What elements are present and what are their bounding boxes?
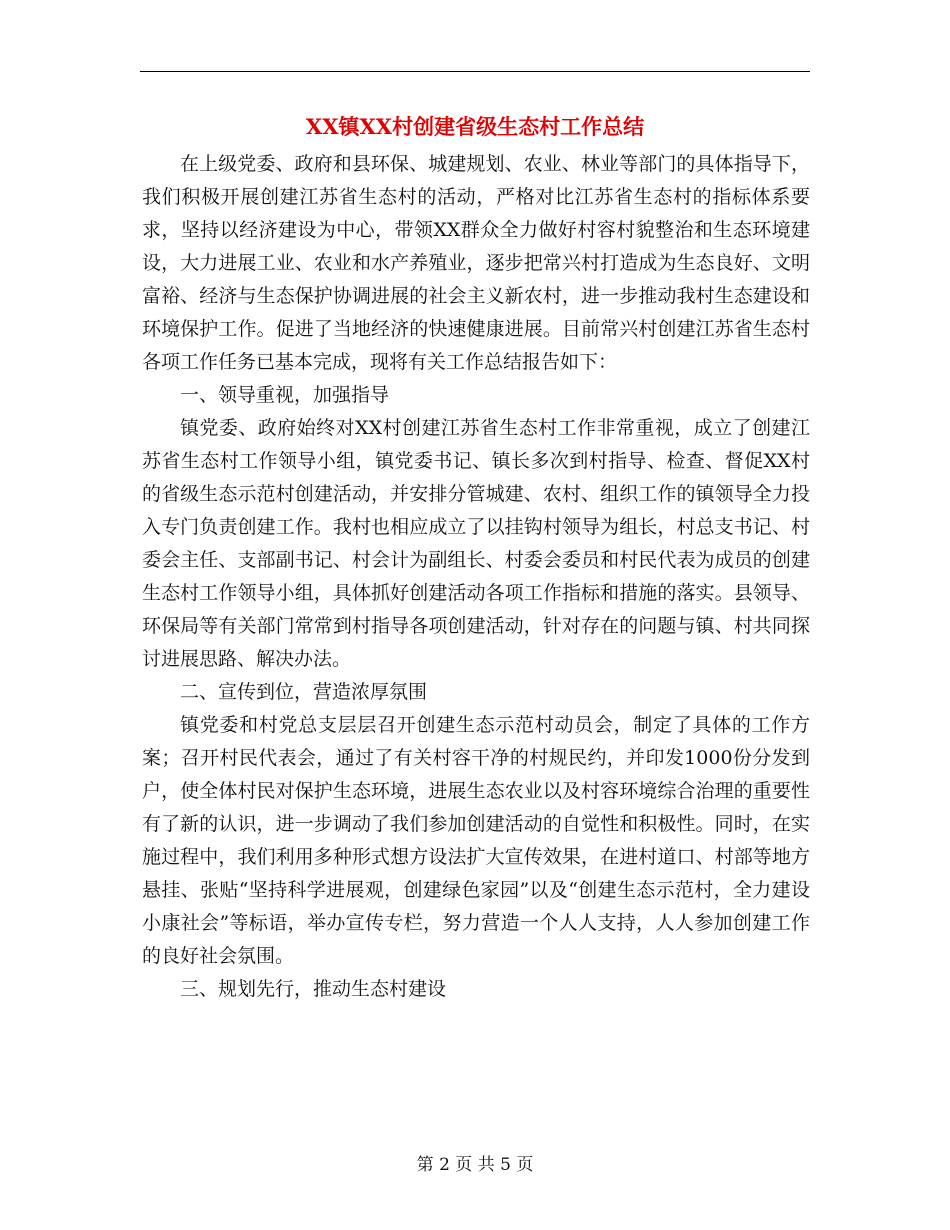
page-number-footer: 第 2 页 共 5 页: [416, 1155, 534, 1175]
intro-paragraph: 在上级党委、政府和县环保、城建规划、农业、林业等部门的具体指导下，我们积极开展创建江苏省生态村的活动，严格对比江苏省生态村的指标体系要求，坚持以经济建设为中心，带领XX群众全力做好村容村貌整治和生态环境建设，大力进展工业、农业和水产养殖业，逐步把常兴村打造成为生态良好、文明富裕、经济与生态保护协调进展的社会主义新农村，进一步推动我村生态建设和环境保护工作。促进了当地经济的快速健康进展。目前常兴村创建江苏省生态村各项工作任务已基本完成，现将有关工作总结报告如下：: [142, 153, 810, 373]
section-heading-3: 三、规划先行，推动生态村建设: [180, 978, 447, 1000]
document-body: [142, 148, 810, 1006]
section-heading-2: 二、宣传到位，营造浓厚氛围: [180, 681, 428, 703]
header-rule: [140, 71, 810, 72]
document-title: XX镇XX村创建省级生态村工作总结: [305, 114, 645, 139]
section-2-paragraph: 镇党委和村党总支层层召开创建生态示范村动员会，制定了具体的工作方案；召开村民代表会，通过了有关村容干净的村规民约，并印发1000份分发到户，使全体村民对保护生态环境，进展生态农业以及村容环境综合治理的重要性有了新的认识，进一步调动了我们参加创建活动的自觉性和积极性。同时，在实施过程中，我们利用多种形式想方设法扩大宣传效果，在进村道口、村部等地方悬挂、张贴“坚持科学进展观，创建绿色家园”以及“创建生态示范村，全力建设小康社会”等标语，举办宣传专栏，努力营造一个人人支持，人人参加创建工作的良好社会氛围。: [142, 714, 810, 967]
section-heading-1: 一、领导重视，加强指导: [180, 384, 390, 406]
section-1-paragraph: 镇党委、政府始终对XX村创建江苏省生态村工作非常重视，成立了创建江苏省生态村工作领导小组，镇党委书记、镇长多次到村指导、检查、督促XX村的省级生态示范村创建活动，并安排分管城建、农村、组织工作的镇领导全力投入专门负责创建工作。我村也相应成立了以挂钩村领导为组长，村总支书记、村委会主任、支部副书记、村会计为副组长、村委会委员和村民代表为成员的创建生态村工作领导小组，具体抓好创建活动各项工作指标和措施的落实。县领导、环保局等有关部门常常到村指导各项创建活动，针对存在的问题与镇、村共同探讨进展思路、解决办法。: [142, 417, 810, 670]
